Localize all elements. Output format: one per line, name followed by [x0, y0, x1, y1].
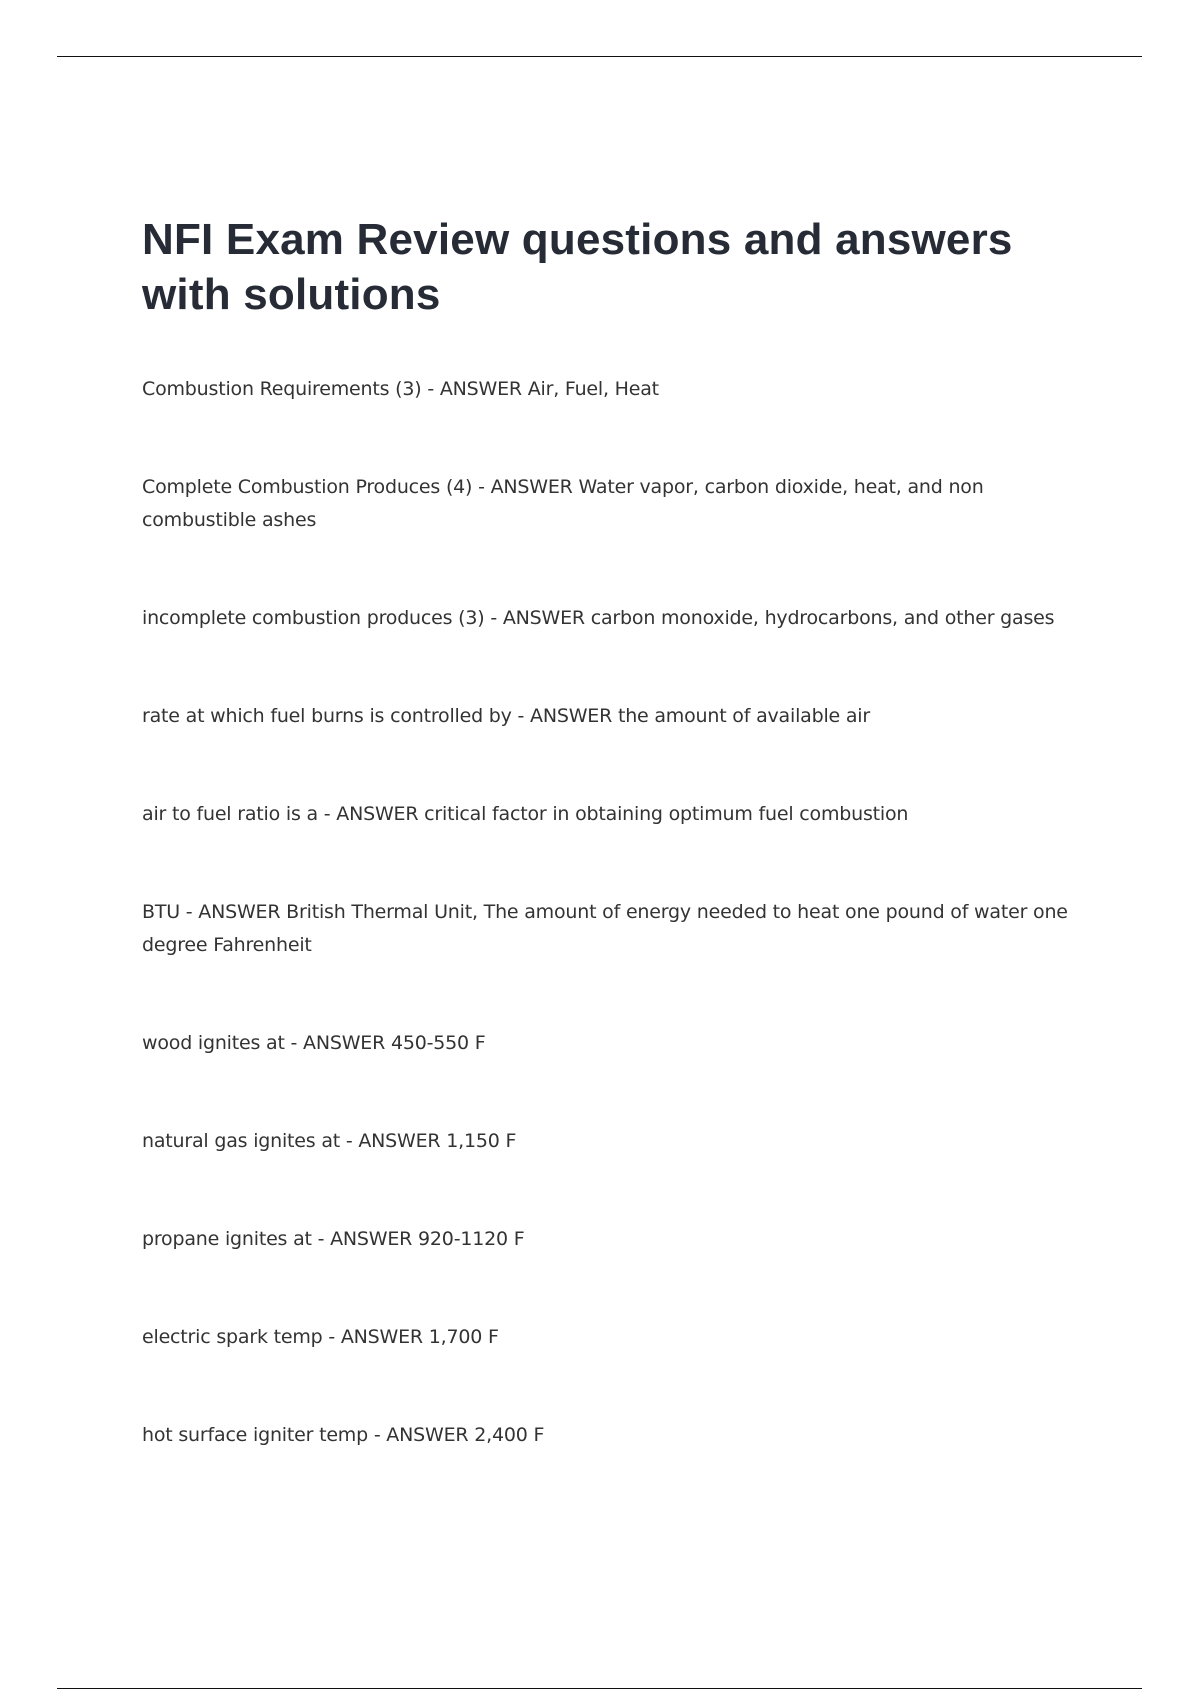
qa-item: natural gas ignites at - ANSWER 1,150 F [142, 1130, 517, 1152]
qa-item: rate at which fuel burns is controlled by - ANSWER the amount of available air [142, 705, 870, 727]
qa-item: Complete Combustion Produces (4) - ANSWER Water vapor, carbon dioxide, heat, and non combustible ashes [142, 476, 984, 531]
qa-item: BTU - ANSWER British Thermal Unit, The amount of energy needed to heat one pound of water one degree Fahrenheit [142, 901, 1068, 956]
qa-list [142, 373, 1072, 1452]
document-title: NFI Exam Review questions and answers with solutions [142, 215, 1013, 319]
qa-item: incomplete combustion produces (3) - ANSWER carbon monoxide, hydrocarbons, and other gases [142, 607, 1055, 629]
qa-item: air to fuel ratio is a - ANSWER critical factor in obtaining optimum fuel combustion [142, 803, 909, 825]
document-body [142, 212, 1072, 1452]
qa-item: propane ignites at - ANSWER 920-1120 F [142, 1228, 525, 1250]
qa-item: hot surface igniter temp - ANSWER 2,400 F [142, 1424, 545, 1446]
qa-item: wood ignites at - ANSWER 450-550 F [142, 1032, 486, 1054]
qa-item: electric spark temp - ANSWER 1,700 F [142, 1326, 499, 1348]
top-rule [57, 56, 1142, 57]
qa-item: Combustion Requirements (3) - ANSWER Air, Fuel, Heat [142, 378, 659, 400]
bottom-rule [57, 1688, 1142, 1689]
